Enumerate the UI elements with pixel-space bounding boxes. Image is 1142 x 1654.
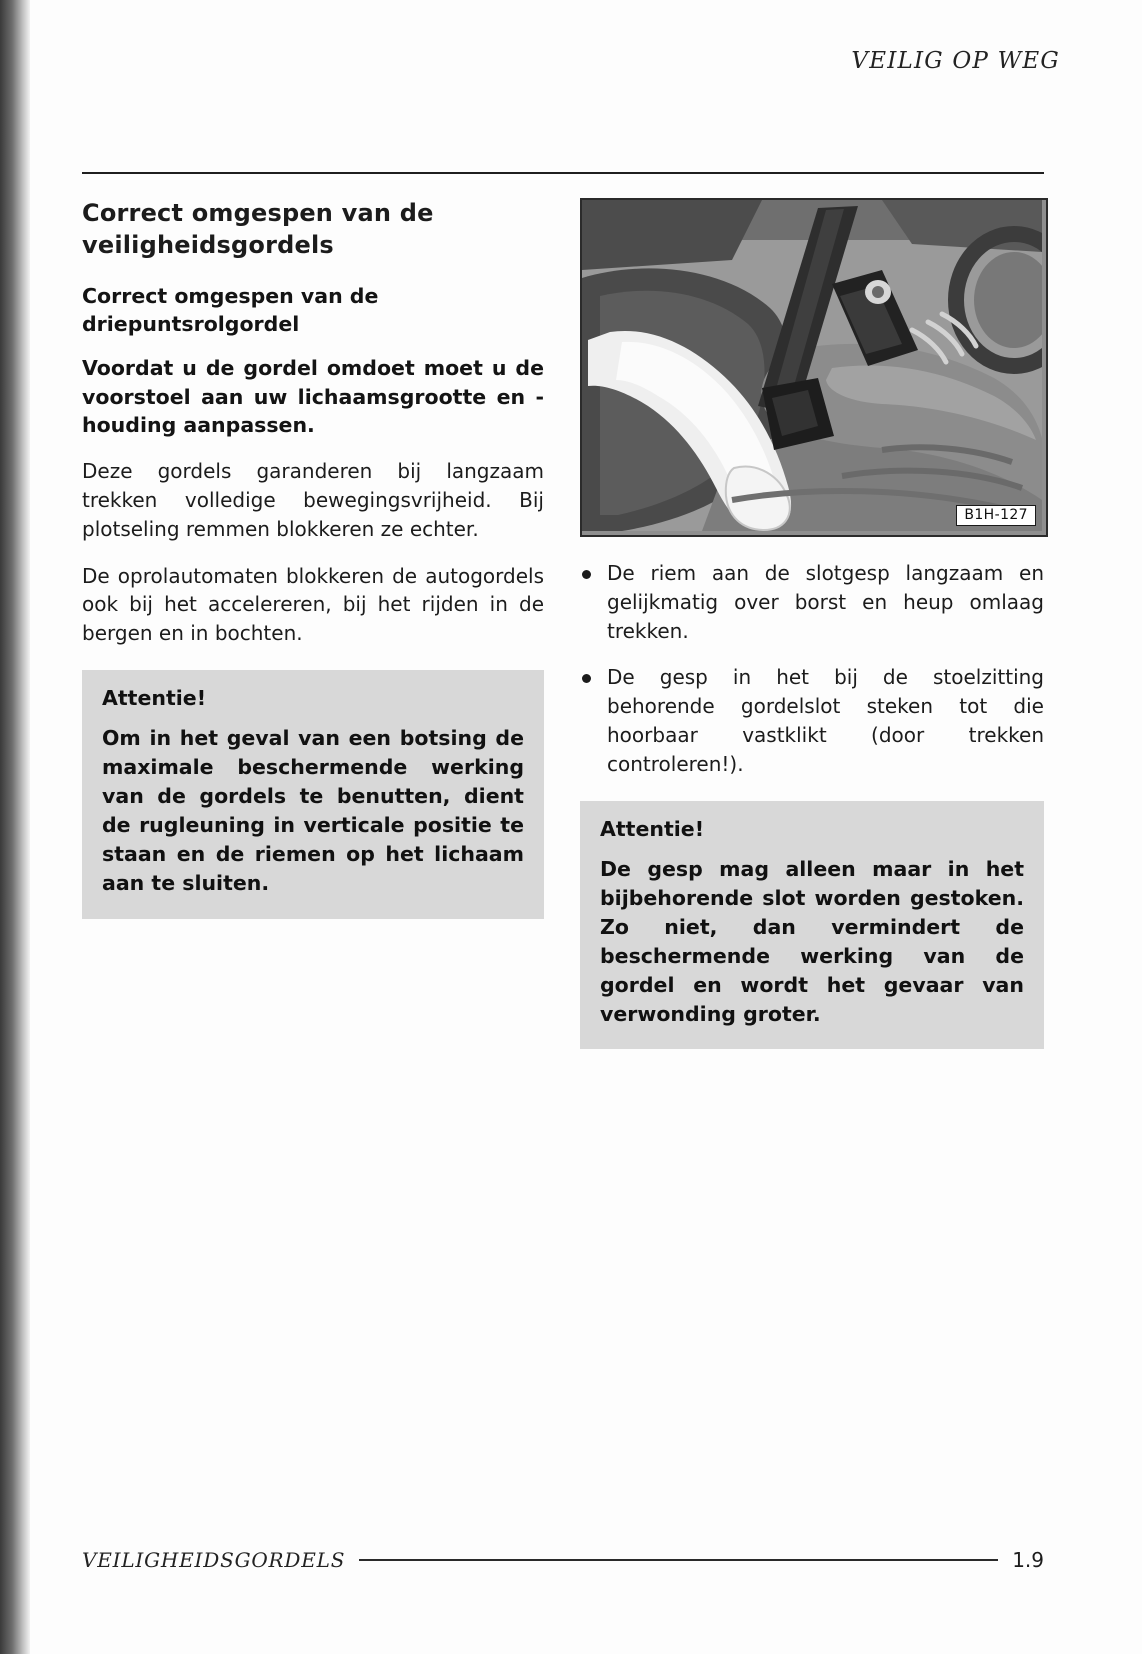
left-column bbox=[82, 198, 544, 919]
footer-divider bbox=[359, 1559, 998, 1561]
instruction-list bbox=[580, 559, 1044, 779]
attention-box-left-text: Om in het geval van een botsing de maximale beschermende werking van de gordels te benutten, dient de rugleuning in verticale positie te staan en de riemen op het lichaam aan te sluiten. bbox=[102, 725, 524, 896]
list-item: De gesp in het bij de stoelzitting behorende gordelslot steken tot die hoorbaar vastklikt (door trekken controleren!). bbox=[580, 663, 1044, 778]
list-item: De riem aan de slotgesp langzaam en gelijkmatig over borst en heup omlaag trekken. bbox=[580, 559, 1044, 645]
seatbelt-illustration bbox=[580, 198, 1048, 537]
header-divider bbox=[82, 172, 1044, 174]
lead-paragraph: Voordat u de gordel omdoet moet u de voorstoel aan uw lichaamsgrootte en -houding aanpassen. bbox=[82, 356, 544, 437]
attention-box-left-title: Attentie! bbox=[102, 685, 207, 710]
page-binding-edge bbox=[0, 0, 30, 1654]
page-footer bbox=[82, 1548, 1044, 1572]
right-column bbox=[580, 198, 1044, 1049]
page-title: Correct omgespen van de veiligheidsgordels bbox=[82, 199, 434, 259]
seatbelt-illustration-graphic bbox=[582, 200, 1042, 531]
attention-box-right bbox=[580, 801, 1044, 1050]
body-paragraph-1: Deze gordels garanderen bij langzaam trekken volledige bewegingsvrijheid. Bij plotseling remmen blokkeren ze echter. bbox=[82, 459, 544, 541]
attention-box-right-text: De gesp mag alleen maar in het bijbehorende slot worden gestoken. Zo niet, dan vermindert de beschermende werking van de gordel en wordt het gevaar van verwonding groter. bbox=[600, 856, 1024, 1027]
subsection-title: Correct omgespen van de driepuntsrolgordel bbox=[82, 284, 379, 336]
attention-box-right-title: Attentie! bbox=[600, 816, 705, 841]
running-header-title: VEILIG OP WEG bbox=[851, 48, 1060, 74]
footer-chapter-label: VEILIGHEIDSGORDELS bbox=[82, 1548, 346, 1572]
body-paragraph-2: De oprolautomaten blokkeren de autogordels ook bij het accelereren, bij het rijden in de bergen en in bochten. bbox=[82, 563, 544, 646]
attention-box-left bbox=[82, 670, 544, 919]
page-number: 1.9 bbox=[1012, 1548, 1044, 1572]
figure-reference-code: B1H-127 bbox=[956, 505, 1036, 526]
